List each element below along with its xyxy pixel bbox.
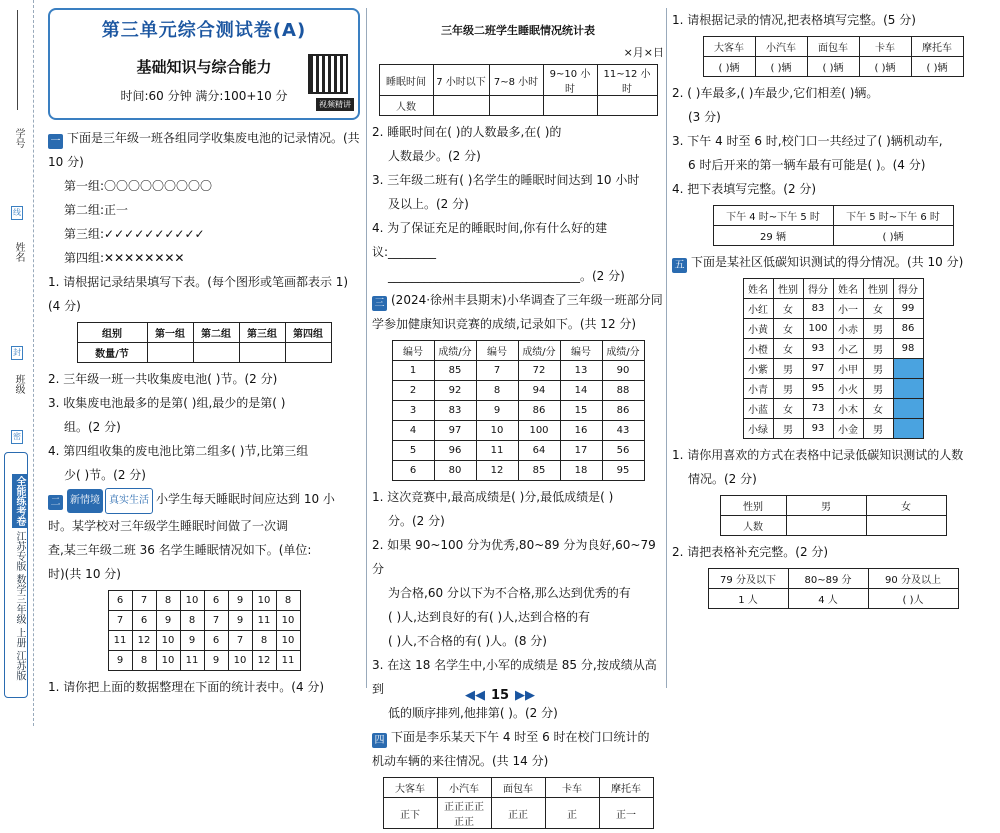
question: 3. 在这 18 名学生中,小军的成绩是 85 分,按成绩从高到 bbox=[372, 658, 657, 696]
section-intro-cont: 时)(共 10 分) bbox=[48, 567, 121, 581]
brand-banner bbox=[4, 452, 28, 698]
table-cell: 95 bbox=[602, 461, 644, 481]
table-header: 小汽车 bbox=[755, 37, 807, 57]
table-header: 79 分及以下 bbox=[708, 569, 788, 589]
table-cell: 11 bbox=[252, 611, 276, 631]
table-cell: 11 bbox=[476, 441, 518, 461]
exam-title: 第三单元综合测试卷(A) bbox=[101, 20, 307, 41]
table-cell: 56 bbox=[602, 441, 644, 461]
section-intro: 小学生每天睡眠时间应达到 10 小 bbox=[156, 492, 335, 506]
table-cell: 男 bbox=[863, 319, 893, 339]
table-cell: 93 bbox=[803, 419, 833, 439]
exam-info: 时间:60 分钟 满分:100+10 分 bbox=[120, 89, 288, 103]
table-cell: 男 bbox=[863, 379, 893, 399]
table-header: 第三组 bbox=[239, 323, 285, 343]
table-cell: 10 bbox=[228, 651, 252, 671]
section-intro: 下面是李乐某天下午 4 时至 6 时在校门口统计的 bbox=[391, 730, 650, 744]
question-cont: 人数最少。(2 分) bbox=[388, 149, 481, 163]
sleep-table-title: 三年级二班学生睡眠情况统计表 bbox=[441, 24, 595, 37]
question: 3. 收集废电池最多的是第( )组,最少的是第( ) bbox=[48, 396, 286, 410]
table-cell: 9 bbox=[228, 591, 252, 611]
table-cell: 正一 bbox=[599, 798, 653, 829]
column-divider bbox=[366, 8, 367, 688]
table-cell: 86 bbox=[602, 401, 644, 421]
table-cell: 小乙 bbox=[833, 339, 863, 359]
table-cell: 小黄 bbox=[743, 319, 773, 339]
page-footer bbox=[0, 688, 1000, 703]
table-cell: 1 bbox=[392, 361, 434, 381]
sleep-stat-table bbox=[379, 64, 658, 116]
table-cell: 小金 bbox=[833, 419, 863, 439]
table-cell: 11 bbox=[276, 651, 300, 671]
table-header: 9~10 小时 bbox=[543, 65, 597, 96]
table-cell: 92 bbox=[434, 381, 476, 401]
answer-cell[interactable] bbox=[193, 343, 239, 363]
seal-mark: 密 bbox=[11, 430, 23, 444]
table-header: 卡车 bbox=[545, 778, 599, 798]
title-box bbox=[48, 8, 360, 120]
table-cell: 女 bbox=[863, 299, 893, 319]
table-cell: 女 bbox=[773, 319, 803, 339]
table-cell: 小蓝 bbox=[743, 399, 773, 419]
question: 4. 第四组收集的废电池比第二组多( )节,比第三组 bbox=[48, 444, 309, 458]
table-cell: 小赤 bbox=[833, 319, 863, 339]
section-number: 三 bbox=[372, 296, 387, 311]
question-cont: 组。(2 分) bbox=[64, 420, 121, 434]
question: 1. 请根据记录结果填写下表。(每个图形或笔画都表示 1)(4 分) bbox=[48, 275, 349, 313]
table-header: 得分 bbox=[803, 279, 833, 299]
table-cell: 15 bbox=[560, 401, 602, 421]
table-cell: 97 bbox=[434, 421, 476, 441]
question-cont: 为合格,60 分以下为不合格,那么达到优秀的有 bbox=[388, 586, 631, 600]
gender-count-table bbox=[720, 495, 947, 536]
table-header: 睡眠时间 bbox=[379, 65, 433, 96]
question-cont: ________________________________。(2 分) bbox=[388, 269, 625, 283]
table-cell: 5 bbox=[392, 441, 434, 461]
table-cell: 86 bbox=[893, 319, 923, 339]
table-cell: 94 bbox=[518, 381, 560, 401]
column-3 bbox=[672, 8, 994, 613]
table-cell: ( )辆 bbox=[911, 57, 963, 77]
answer-cell[interactable] bbox=[147, 343, 193, 363]
table-cell: 小紫 bbox=[743, 359, 773, 379]
table-cell: 8 bbox=[132, 651, 156, 671]
table-cell: 97 bbox=[803, 359, 833, 379]
table-header: 第二组 bbox=[193, 323, 239, 343]
table-cell: 正下 bbox=[383, 798, 437, 829]
table-header: 编号 bbox=[392, 341, 434, 361]
table-header: 卡车 bbox=[859, 37, 911, 57]
table-cell: 86 bbox=[518, 401, 560, 421]
group-record: 第三组:✓✓✓✓✓✓✓✓✓✓ bbox=[64, 227, 205, 241]
table-cell: 7 bbox=[228, 631, 252, 651]
table-cell: 小绿 bbox=[743, 419, 773, 439]
table-cell[interactable] bbox=[893, 359, 923, 379]
table-cell[interactable] bbox=[893, 379, 923, 399]
question: 2. 三年级一班一共收集废电池( )节。(2 分) bbox=[48, 372, 278, 386]
table-cell: 10 bbox=[276, 611, 300, 631]
question-cont: 少( )节。(2 分) bbox=[64, 468, 146, 482]
table-cell: 8 bbox=[156, 591, 180, 611]
answer-cell[interactable] bbox=[285, 343, 331, 363]
section-intro-cont: 查,某三年级二班 36 名学生睡眠情况如下。(单位: bbox=[48, 543, 312, 557]
table-cell: 小青 bbox=[743, 379, 773, 399]
column-2 bbox=[372, 8, 664, 833]
table-cell: 女 bbox=[773, 299, 803, 319]
brand-mark: 全能练考卷 bbox=[14, 475, 25, 526]
table-cell: 9 bbox=[204, 651, 228, 671]
table-cell: 6 bbox=[204, 591, 228, 611]
table-cell: 98 bbox=[893, 339, 923, 359]
table-header: 编号 bbox=[560, 341, 602, 361]
table-header: 面包车 bbox=[807, 37, 859, 57]
table-cell: 男 bbox=[863, 359, 893, 379]
column-divider bbox=[666, 8, 667, 688]
table-cell: 男 bbox=[863, 419, 893, 439]
table-cell: 女 bbox=[773, 399, 803, 419]
vehicle-count-table bbox=[703, 36, 964, 77]
table-cell: 女 bbox=[863, 399, 893, 419]
seal-mark: 线 bbox=[11, 206, 23, 220]
question: 4. 把下表填写完整。(2 分) bbox=[672, 182, 817, 196]
table-header: 摩托车 bbox=[599, 778, 653, 798]
table-cell[interactable] bbox=[893, 419, 923, 439]
table-header: 7~8 小时 bbox=[489, 65, 543, 96]
table-header: 7 小时以下 bbox=[433, 65, 489, 96]
section-4 bbox=[372, 725, 664, 749]
table-cell: 正 bbox=[545, 798, 599, 829]
table-cell: 8 bbox=[276, 591, 300, 611]
table-cell: 18 bbox=[560, 461, 602, 481]
time-period-table bbox=[713, 205, 954, 246]
table-cell: 小木 bbox=[833, 399, 863, 419]
question: 2. 如果 90~100 分为优秀,80~89 分为良好,60~79 分 bbox=[372, 538, 656, 576]
question: 1. 请你用喜欢的方式在表格中记录低碳知识测试的人数 bbox=[672, 448, 964, 462]
table-cell: 男 bbox=[863, 339, 893, 359]
table-cell: 10 bbox=[156, 651, 180, 671]
answer-cell[interactable] bbox=[786, 516, 866, 536]
table-header: 姓名 bbox=[743, 279, 773, 299]
group-record: 第一组:〇〇〇〇〇〇〇〇〇 bbox=[64, 179, 213, 193]
table-cell: 小红 bbox=[743, 299, 773, 319]
table-cell: 7 bbox=[204, 611, 228, 631]
section-intro-cont: 机动车辆的来往情况。(共 14 分) bbox=[372, 754, 549, 768]
table-cell: 4 人 bbox=[788, 589, 868, 609]
section-intro: 下面是三年级一班各组同学收集废电池的记录情况。(共 10 分) bbox=[48, 131, 360, 169]
context-tag: 真实生活 bbox=[105, 488, 153, 514]
table-header: 面包车 bbox=[491, 778, 545, 798]
table-header: 90 分及以上 bbox=[868, 569, 958, 589]
table-cell: 男 bbox=[773, 379, 803, 399]
table-cell: 85 bbox=[434, 361, 476, 381]
page-number: 15 bbox=[490, 688, 510, 703]
section-number: 二 bbox=[48, 495, 63, 510]
table-cell: 11 bbox=[108, 631, 132, 651]
column-1 bbox=[48, 8, 360, 699]
question-cont: ( )人,达到良好的有( )人,达到合格的有 bbox=[388, 610, 590, 624]
answer-cell[interactable] bbox=[239, 343, 285, 363]
table-cell: 64 bbox=[518, 441, 560, 461]
table-cell: 9 bbox=[156, 611, 180, 631]
qr-code-icon[interactable] bbox=[308, 54, 348, 94]
score-band-table bbox=[708, 568, 959, 609]
table-cell: 29 辆 bbox=[713, 226, 833, 246]
table-cell: 小火 bbox=[833, 379, 863, 399]
question-cont: 及以上。(2 分) bbox=[388, 197, 469, 211]
brand-text: 江苏专版 数学三年级 上册 江苏版 bbox=[14, 530, 25, 681]
question-cont: 低的顺序排列,他排第( )。(2 分) bbox=[388, 706, 558, 720]
question: 2. ( )车最多,( )车最少,它们相差( )辆。 bbox=[672, 86, 879, 100]
table-header: 摩托车 bbox=[911, 37, 963, 57]
table-header: 成绩/分 bbox=[434, 341, 476, 361]
question: 1. 请根据记录的情况,把表格填写完整。(5 分) bbox=[672, 13, 916, 27]
table-header: 男 bbox=[786, 496, 866, 516]
table-cell: 12 bbox=[132, 631, 156, 651]
table-cell: 6 bbox=[108, 591, 132, 611]
table-cell: 4 bbox=[392, 421, 434, 441]
binding-line bbox=[17, 10, 18, 110]
binding-strip bbox=[0, 0, 34, 726]
question: 3. 三年级二班有( )名学生的睡眠时间达到 10 小时 bbox=[372, 173, 640, 187]
section-number: 四 bbox=[372, 733, 387, 748]
table-header: 第四组 bbox=[285, 323, 331, 343]
table-cell: 6 bbox=[392, 461, 434, 481]
table-cell: 9 bbox=[476, 401, 518, 421]
battery-table bbox=[77, 322, 332, 363]
table-cell: 10 bbox=[276, 631, 300, 651]
table-cell: 13 bbox=[560, 361, 602, 381]
table-header: 姓名 bbox=[833, 279, 863, 299]
table-cell: 3 bbox=[392, 401, 434, 421]
section-1 bbox=[48, 126, 360, 174]
sleep-table-date: ×月×日 bbox=[623, 46, 664, 59]
table-cell: 10 bbox=[156, 631, 180, 651]
table-cell: ( )辆 bbox=[703, 57, 755, 77]
group-record: 第二组:正一 bbox=[64, 203, 129, 217]
table-cell: ( )辆 bbox=[755, 57, 807, 77]
table-cell: ( )辆 bbox=[807, 57, 859, 77]
table-cell: 10 bbox=[476, 421, 518, 441]
table-cell: 7 bbox=[108, 611, 132, 631]
question-cont: (3 分) bbox=[688, 110, 721, 124]
table-cell: 93 bbox=[803, 339, 833, 359]
vehicle-tally-table bbox=[383, 777, 654, 829]
table-cell: 100 bbox=[518, 421, 560, 441]
qr-caption: 视频精讲 bbox=[316, 98, 354, 111]
table-cell: 1 人 bbox=[708, 589, 788, 609]
table-cell: 99 bbox=[893, 299, 923, 319]
next-page-icon[interactable]: ▶▶ bbox=[515, 688, 536, 703]
question: 1. 请你把上面的数据整理在下面的统计表中。(4 分) bbox=[48, 680, 325, 694]
answer-cell[interactable]: ( )辆 bbox=[833, 226, 953, 246]
table-cell: 88 bbox=[602, 381, 644, 401]
table-row-label: 数量/节 bbox=[77, 343, 147, 363]
answer-cell[interactable] bbox=[433, 96, 489, 116]
table-header: 大客车 bbox=[703, 37, 755, 57]
answer-cell[interactable] bbox=[543, 96, 597, 116]
question-cont: 情况。(2 分) bbox=[688, 472, 757, 486]
section-2 bbox=[48, 487, 360, 514]
table-header: 下午 5 时~下午 6 时 bbox=[833, 206, 953, 226]
table-header: 女 bbox=[866, 496, 946, 516]
class-label: 班级 bbox=[13, 374, 24, 394]
table-cell: 6 bbox=[204, 631, 228, 651]
question-cont: 6 时后开来的第一辆车最有可能是( )。(4 分) bbox=[688, 158, 926, 172]
answer-cell[interactable] bbox=[489, 96, 543, 116]
table-cell: 小甲 bbox=[833, 359, 863, 379]
table-cell: 男 bbox=[773, 419, 803, 439]
section-intro: 下面是某社区低碳知识测试的得分情况。(共 10 分) bbox=[691, 255, 964, 269]
table-cell: 72 bbox=[518, 361, 560, 381]
table-cell: 83 bbox=[434, 401, 476, 421]
answer-cell[interactable] bbox=[597, 96, 657, 116]
table-cell: 正正正正正正 bbox=[437, 798, 491, 829]
question: 1. 这次竞赛中,最高成绩是( )分,最低成绩是( ) bbox=[372, 490, 614, 504]
table-header: 成绩/分 bbox=[518, 341, 560, 361]
table-cell: ( )辆 bbox=[859, 57, 911, 77]
table-cell: 9 bbox=[108, 651, 132, 671]
section-intro-cont: 时。某学校对三年级学生睡眠时间做了一次调 bbox=[48, 519, 289, 533]
table-header: 下午 4 时~下午 5 时 bbox=[713, 206, 833, 226]
section-number: 一 bbox=[48, 134, 63, 149]
table-header: 得分 bbox=[893, 279, 923, 299]
section-intro-cont: 学参加健康知识竞赛的成绩,记录如下。(共 12 分) bbox=[372, 317, 637, 331]
table-cell: 男 bbox=[773, 359, 803, 379]
table-cell: 100 bbox=[803, 319, 833, 339]
table-cell: 95 bbox=[803, 379, 833, 399]
table-header: 成绩/分 bbox=[602, 341, 644, 361]
table-cell: 2 bbox=[392, 381, 434, 401]
table-cell: 14 bbox=[560, 381, 602, 401]
table-cell: 8 bbox=[180, 611, 204, 631]
table-cell: 17 bbox=[560, 441, 602, 461]
question-cont: ( )人,不合格的有( )人。(8 分) bbox=[388, 634, 547, 648]
name-label: 姓名 bbox=[13, 242, 24, 262]
table-cell: 85 bbox=[518, 461, 560, 481]
table-cell: 9 bbox=[228, 611, 252, 631]
table-header: 小汽车 bbox=[437, 778, 491, 798]
question-cont: 分。(2 分) bbox=[388, 514, 445, 528]
table-cell: 小橙 bbox=[743, 339, 773, 359]
table-cell: 9 bbox=[180, 631, 204, 651]
table-cell: 10 bbox=[252, 591, 276, 611]
table-cell: 83 bbox=[803, 299, 833, 319]
table-header: 性别 bbox=[773, 279, 803, 299]
table-cell: 12 bbox=[476, 461, 518, 481]
question: 2. 睡眠时间在( )的人数最多,在( )的 bbox=[372, 125, 562, 139]
table-cell: 7 bbox=[132, 591, 156, 611]
table-cell: 90 bbox=[602, 361, 644, 381]
table-cell: 16 bbox=[560, 421, 602, 441]
prev-page-icon[interactable]: ◀◀ bbox=[464, 688, 485, 703]
table-cell[interactable] bbox=[893, 399, 923, 419]
question: 2. 请把表格补充完整。(2 分) bbox=[672, 545, 829, 559]
table-cell: 7 bbox=[476, 361, 518, 381]
table-cell: 11 bbox=[180, 651, 204, 671]
table-cell: 小一 bbox=[833, 299, 863, 319]
table-row-label: 人数 bbox=[379, 96, 433, 116]
table-cell: 43 bbox=[602, 421, 644, 441]
table-row-label: 人数 bbox=[720, 516, 786, 536]
section-3 bbox=[372, 288, 664, 312]
exam-subtitle: 基础知识与综合能力 bbox=[136, 58, 272, 76]
sleep-data-grid bbox=[108, 590, 301, 671]
table-cell: 女 bbox=[773, 339, 803, 359]
table-header: 11~12 小时 bbox=[597, 65, 657, 96]
table-cell: 6 bbox=[132, 611, 156, 631]
table-header: 80~89 分 bbox=[788, 569, 868, 589]
table-header: 性别 bbox=[863, 279, 893, 299]
table-cell: 10 bbox=[180, 591, 204, 611]
question: 3. 下午 4 时至 6 时,校门口一共经过了( )辆机动车, bbox=[672, 134, 943, 148]
table-cell: 96 bbox=[434, 441, 476, 461]
question: 4. 为了保证充足的睡眠时间,你有什么好的建议:________ bbox=[372, 221, 608, 259]
table-cell: 73 bbox=[803, 399, 833, 419]
answer-cell[interactable]: ( )人 bbox=[868, 589, 958, 609]
table-header: 第一组 bbox=[147, 323, 193, 343]
section-5 bbox=[672, 250, 994, 274]
table-header: 编号 bbox=[476, 341, 518, 361]
seal-mark: 封 bbox=[11, 346, 23, 360]
score-table bbox=[392, 340, 645, 481]
table-cell: 12 bbox=[252, 651, 276, 671]
answer-cell[interactable] bbox=[866, 516, 946, 536]
context-tag: 新情境 bbox=[67, 489, 103, 513]
student-id-label: 学号 bbox=[13, 128, 24, 148]
table-cell: 80 bbox=[434, 461, 476, 481]
table-cell: 正正 bbox=[491, 798, 545, 829]
table-header: 大客车 bbox=[383, 778, 437, 798]
section-number: 五 bbox=[672, 258, 687, 273]
table-cell: 8 bbox=[252, 631, 276, 651]
table-cell: 8 bbox=[476, 381, 518, 401]
section-intro: (2024·徐州丰县期末)小华调查了三年级一班部分同 bbox=[391, 293, 663, 307]
group-record: 第四组:✕✕✕✕✕✕✕✕ bbox=[64, 251, 185, 265]
low-carbon-score-table bbox=[743, 278, 924, 439]
table-header: 性别 bbox=[720, 496, 786, 516]
table-header: 组别 bbox=[77, 323, 147, 343]
